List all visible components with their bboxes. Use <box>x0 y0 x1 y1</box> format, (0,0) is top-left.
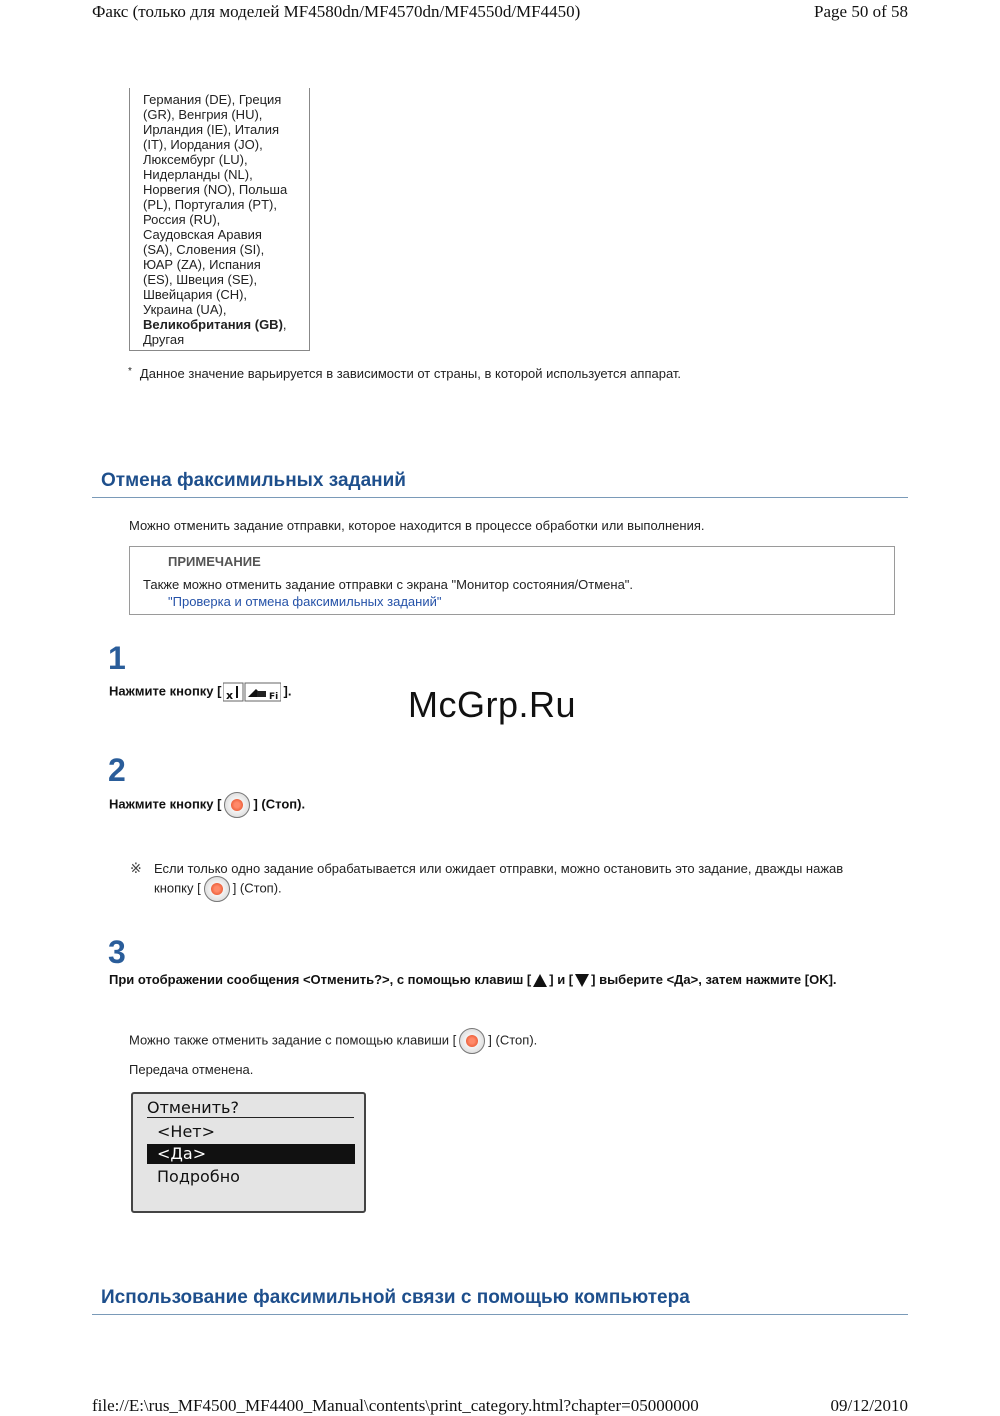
section-title-cancel: Отмена факсимильных заданий <box>92 470 908 498</box>
country-line: Люксембург (LU), <box>143 152 248 167</box>
step-instruction <box>109 972 837 987</box>
stop-button-icon <box>459 1028 485 1054</box>
note-box <box>129 546 895 615</box>
country-line: Швейцария (CH), <box>143 287 248 302</box>
country-line: (PL), Португалия (PT), <box>143 197 277 212</box>
down-arrow-key-icon <box>575 974 589 987</box>
step-text-mid: ] и [ <box>549 972 574 987</box>
lcd-option-yes: <Да> <box>147 1144 355 1164</box>
country-line: Ирландия (IE), Италия <box>143 122 280 137</box>
country-line: Украина (UA), <box>143 302 227 317</box>
step-number: 3 <box>108 934 126 970</box>
step-text-pre: Нажмите кнопку [ <box>109 796 222 812</box>
step-text-pre: При отображении сообщения <Отменить?>, с помощью клавиш [ <box>109 972 532 987</box>
stop-button-icon <box>204 876 230 902</box>
country-list <box>129 88 310 351</box>
country-line: Саудовская Аравия <box>143 227 262 242</box>
note-label: ПРИМЕЧАНИЕ <box>168 554 261 569</box>
print-date: 09/12/2010 <box>830 1396 908 1415</box>
step-text-post: ] (Стоп). <box>253 796 306 812</box>
also-cancel-post: ] (Стоп). <box>488 1032 538 1048</box>
lcd-divider <box>147 1117 354 1118</box>
country-line: Россия (RU), <box>143 212 221 227</box>
note-link[interactable]: "Проверка и отмена факсимильных заданий" <box>168 594 442 609</box>
country-line: ЮАР (ZA), Испания <box>143 257 261 272</box>
hint-line-2 <box>154 876 282 902</box>
hint-symbol-icon: ※ <box>130 860 142 876</box>
footnote-text: Данное значение варьируется в зависимости от страны, в которой используется аппарат. <box>139 366 682 381</box>
step-instruction <box>109 792 305 818</box>
also-cancel-pre: Можно также отменить задание с помощью клавиши [ <box>129 1032 457 1048</box>
country-line: Германия (DE), Греция <box>143 92 282 107</box>
step-number: 2 <box>108 752 126 788</box>
step-text-post: ] выберите <Да>, затем нажмите [OK]. <box>591 972 837 987</box>
also-cancel-text <box>129 1028 537 1054</box>
country-line: (GR), Венгрия (HU), <box>143 107 263 122</box>
file-path: file://E:\rus_MF4500_MF4400_Manual\contents\print_category.html?chapter=05000000 <box>92 1396 699 1415</box>
result-text: Передача отменена. <box>129 1062 254 1077</box>
footnote-mark: * <box>128 366 132 377</box>
document-title: Факс (только для моделей MF4580dn/MF4570dn/MF4550d/MF4450) <box>92 2 581 21</box>
lcd-option-details: Подробно <box>157 1167 240 1186</box>
country-line: Норвегия (NO), Польша <box>143 182 288 197</box>
country-line: (ES), Швеция (SE), <box>143 272 258 287</box>
country-line: (SA), Словения (SI), <box>143 242 265 257</box>
up-arrow-key-icon <box>533 974 547 987</box>
country-line: Другая <box>143 332 185 347</box>
note-text: Также можно отменить задание отправки с экрана "Монитор состояния/Отмена". <box>143 577 634 592</box>
lcd-option-no: <Нет> <box>157 1122 216 1141</box>
step-text-pre: Нажмите кнопку [ <box>109 683 222 699</box>
country-line: Нидерланды (NL), <box>143 167 253 182</box>
hint-text-pre: кнопку [ <box>154 880 201 896</box>
svg-text:Fi: Fi <box>269 692 279 702</box>
lcd-title: Отменить? <box>147 1098 239 1117</box>
intro-text: Можно отменить задание отправки, которое находится в процессе обработки или выполнения. <box>129 518 705 533</box>
footnote <box>128 366 681 381</box>
lcd-screen <box>131 1092 366 1213</box>
country-line: (IT), Иордания (JO), <box>143 137 263 152</box>
country-line-default <box>143 317 309 332</box>
section-title-pc-fax: Использование факсимильной связи с помощью компьютера <box>92 1287 908 1315</box>
step-text-post: ]. <box>283 683 292 699</box>
page-number: Page 50 of 58 <box>814 2 908 21</box>
watermark: McGrp.Ru <box>408 684 577 725</box>
svg-text:x: x <box>226 689 234 702</box>
hint-text-post: ] (Стоп). <box>232 880 282 896</box>
default-country: Великобритания (GB) <box>143 317 283 332</box>
country-separator: , <box>282 317 287 332</box>
step-instruction <box>109 682 291 702</box>
hint-line-1: Если только одно задание обрабатывается или ожидает отправки, можно остановить это задание, дважды нажав <box>154 861 844 876</box>
fax-key-icon <box>223 682 281 702</box>
stop-button-icon <box>224 792 250 818</box>
step-number: 1 <box>108 640 126 676</box>
